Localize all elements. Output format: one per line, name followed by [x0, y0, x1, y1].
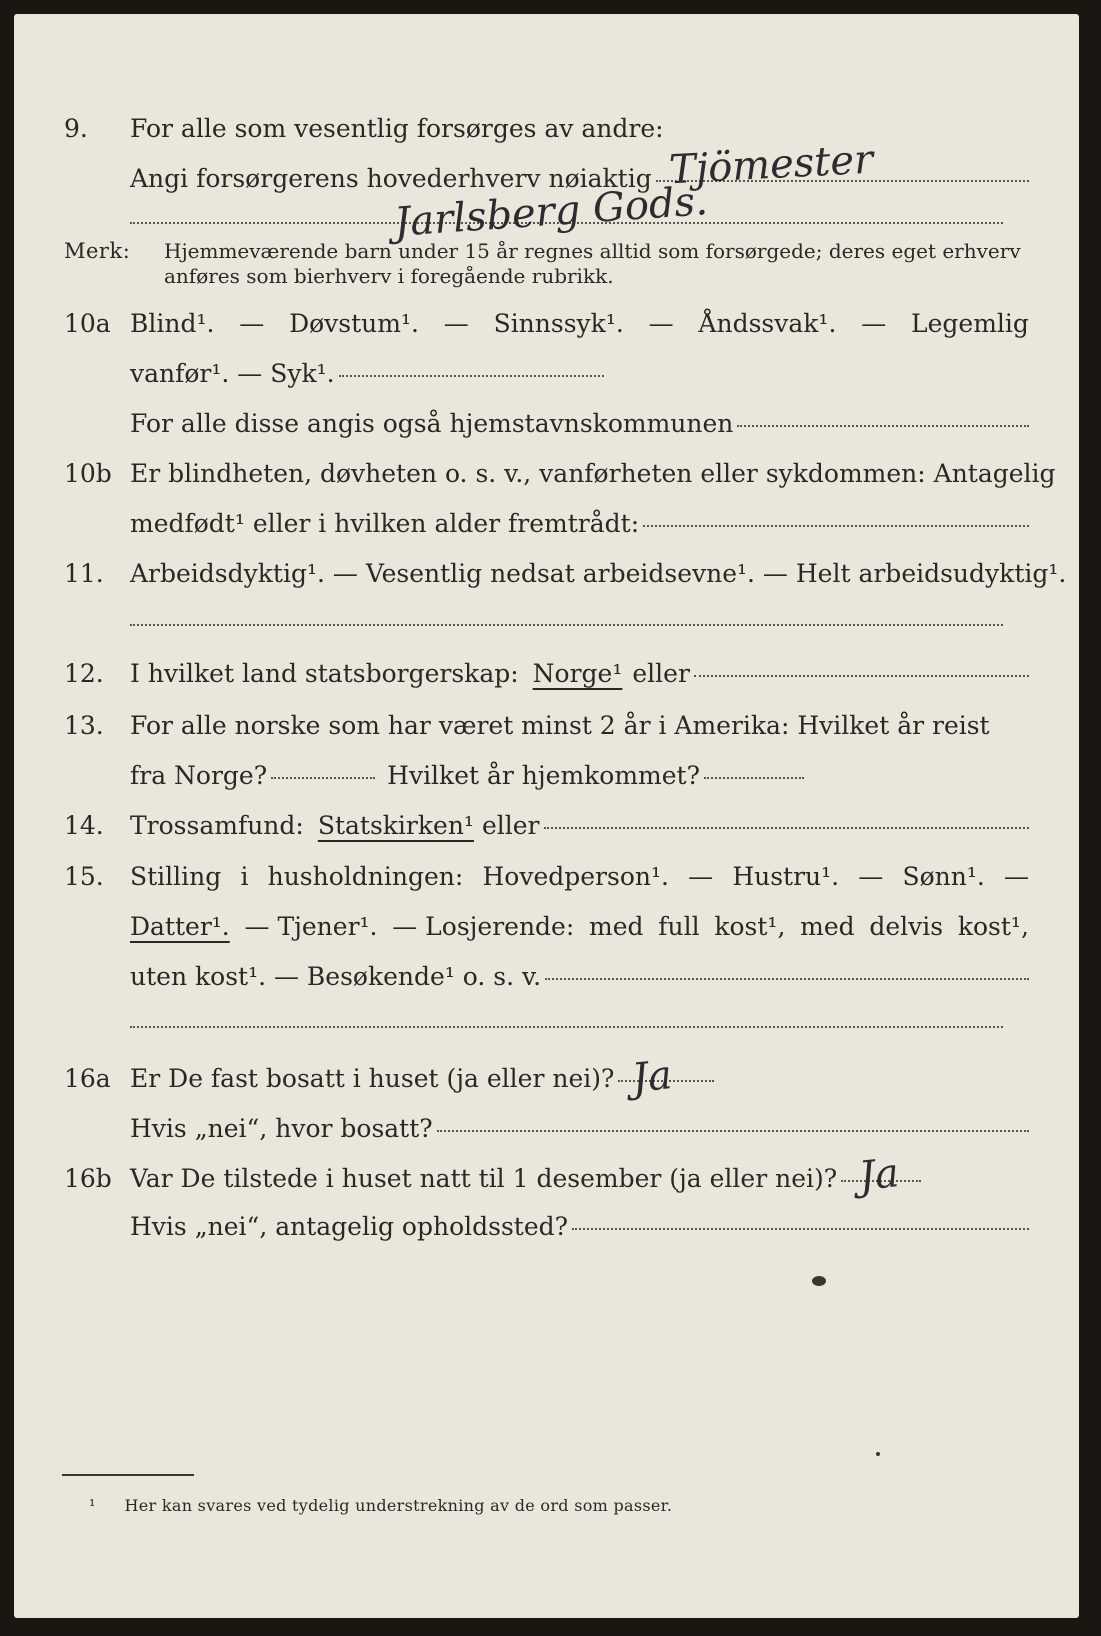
dash: — — [858, 862, 884, 891]
footnote — [89, 1496, 672, 1515]
q10b-text-line2: medfødt¹ eller i hvilken alder fremtrådt: — [130, 509, 640, 538]
q13-reist-field[interactable] — [271, 777, 375, 779]
merk-label: Merk: — [64, 239, 131, 263]
q16a-line2 — [64, 1114, 1029, 1144]
q12-line — [64, 659, 1029, 689]
q9-handwritten-answer-1: Tjömester — [667, 136, 875, 194]
q15-word: i — [240, 862, 249, 891]
merk-text-line2: anføres som bierhverv i foregående rubrikk. — [164, 264, 614, 288]
q13-hjemkommet-field[interactable] — [704, 777, 804, 779]
q16a-line1 — [64, 1064, 1029, 1094]
q10a-option-sinnssyk[interactable]: Sinnssyk¹. — [493, 309, 624, 338]
dash: — — [688, 862, 714, 891]
q15-option-full-kost[interactable]: kost¹, — [714, 912, 786, 941]
merk-text-line1: Hjemmeværende barn under 15 år regnes alltid som forsørgede; deres eget erhverv — [164, 239, 1021, 263]
q12-eller: eller — [632, 659, 690, 688]
dash: — — [648, 309, 674, 338]
q9-text-line1: For alle som vesentlig forsørges av andre: — [130, 114, 664, 143]
q13-text-hjemkommet: Hvilket år hjemkommet? — [387, 761, 701, 790]
footnote-text: Her kan svares ved tydelig understrekning av de ord som passer. — [124, 1496, 673, 1515]
q15-word: Stilling — [130, 862, 222, 891]
q15-extra-line[interactable] — [130, 1026, 1003, 1028]
dash: — — [1004, 862, 1029, 891]
q13-text-line1: For alle norske som har været minst 2 år i Amerika: Hvilket år reist — [130, 711, 990, 740]
q14-text: Trossamfund: — [130, 811, 304, 840]
footnote-rule — [62, 1474, 194, 1476]
q10a-option-dovstum[interactable]: Døvstum¹. — [289, 309, 419, 338]
footnote-mark: ¹ — [89, 1496, 96, 1515]
q15-word: delvis — [869, 912, 944, 941]
q12-text: I hvilket land statsborgerskap: — [130, 659, 519, 688]
q10b-line2 — [64, 509, 1029, 539]
q12-underlined-norge[interactable]: Norge¹ — [532, 659, 623, 688]
q15-option-tjener[interactable]: — Tjener¹. — [244, 912, 378, 941]
q16b-text-line1: Var De tilstede i huset natt til 1 desember (ja eller nei)? — [130, 1164, 838, 1193]
q15-option-losjerende[interactable]: — Losjerende: — [392, 912, 575, 941]
q15-line1 — [64, 862, 1029, 892]
q15-word: husholdningen: — [267, 862, 464, 891]
census-form-page — [14, 14, 1079, 1618]
q15-underlined-datter[interactable]: Datter¹. — [130, 912, 230, 941]
q13-number: 13. — [64, 711, 104, 740]
q15-word: full — [658, 912, 700, 941]
q10a-option-blind[interactable]: Blind¹. — [130, 309, 215, 338]
q15-option-delvis-kost[interactable]: kost¹, — [957, 912, 1029, 941]
q10a-text-line3: For alle disse angis også hjemstavnskommunen — [130, 409, 734, 438]
q16b-number: 16b — [64, 1164, 112, 1193]
q11-number: 11. — [64, 559, 104, 588]
q10a-hjemstavn-field[interactable] — [737, 425, 1029, 427]
q10b-line1 — [64, 459, 1056, 489]
q10a-line1 — [64, 309, 1029, 339]
q12-number: 12. — [64, 659, 104, 688]
q10a-line2 — [64, 359, 1029, 389]
q16b-handwritten-answer: Ja — [856, 1150, 902, 1200]
q15-answer-field[interactable] — [545, 978, 1029, 980]
q14-underlined-statskirken[interactable]: Statskirken¹ — [317, 811, 474, 840]
q14-answer-field[interactable] — [544, 827, 1030, 829]
q10a-number: 10a — [64, 309, 111, 338]
q15-option-hovedperson[interactable]: Hovedperson¹. — [482, 862, 669, 891]
q13-line1 — [64, 711, 1029, 741]
q15-option-hustru[interactable]: Hustru¹. — [732, 862, 840, 891]
q11-line1 — [64, 559, 1067, 589]
q16b-opholdssted-field[interactable] — [572, 1228, 1029, 1230]
ink-speck — [812, 1276, 826, 1286]
ink-speck — [876, 1452, 880, 1456]
q10b-number: 10b — [64, 459, 112, 488]
q12-answer-field[interactable] — [694, 675, 1029, 677]
q16b-line2 — [64, 1212, 1029, 1242]
q11-answer-line[interactable] — [130, 624, 1003, 626]
q9-number: 9. — [64, 114, 88, 143]
q15-text-line3[interactable]: uten kost¹. — Besøkende¹ o. s. v. — [130, 962, 542, 991]
merk-note-line2 — [64, 263, 1029, 289]
q16a-handwritten-answer: Ja — [629, 1052, 675, 1102]
q15-number: 15. — [64, 862, 104, 891]
q14-eller: eller — [481, 811, 540, 840]
q16b-text-line2: Hvis „nei“, antagelig opholdssted? — [130, 1212, 569, 1241]
merk-note — [64, 236, 1029, 266]
q10b-answer-field[interactable] — [643, 525, 1029, 527]
q10a-line3 — [64, 409, 1029, 439]
q10a-option-andssvak[interactable]: Åndssvak¹. — [698, 309, 837, 338]
q10a-text-line2[interactable]: vanfør¹. — Syk¹. — [130, 359, 335, 388]
q16a-bosatt-field[interactable] — [437, 1130, 1029, 1132]
dash: — — [239, 309, 265, 338]
q15-option-sonn[interactable]: Sønn¹. — [902, 862, 985, 891]
q15-word: med — [589, 912, 644, 941]
dash: — — [443, 309, 469, 338]
q16a-text-line1: Er De fast bosatt i huset (ja eller nei)? — [130, 1064, 615, 1093]
q10b-text-line1: Er blindheten, døvheten o. s. v., vanførheten eller sykdommen: Antagelig — [130, 459, 1056, 488]
q10a-syk-field[interactable] — [339, 375, 604, 377]
q10a-option-legemlig[interactable]: Legemlig — [911, 309, 1029, 338]
q16a-text-line2: Hvis „nei“, hvor bosatt? — [130, 1114, 433, 1143]
q9-text-line2: Angi forsørgerens hovederhverv nøiaktig — [130, 164, 652, 193]
q13-line2 — [64, 761, 1029, 791]
q16a-number: 16a — [64, 1064, 111, 1093]
q14-number: 14. — [64, 811, 104, 840]
q15-line3 — [64, 962, 1029, 992]
q9-handwritten-answer-2: Jarlsberg Gods. — [392, 178, 710, 246]
q11-options[interactable]: Arbeidsdyktig¹. — Vesentlig nedsat arbeidsevne¹. — Helt arbeidsudyktig¹. — [130, 559, 1067, 588]
q14-line — [64, 811, 1029, 841]
q9-line1 — [64, 114, 1029, 144]
q13-text-reist: fra Norge? — [130, 761, 268, 790]
q15-word: med — [800, 912, 855, 941]
dash: — — [861, 309, 887, 338]
q15-line2 — [64, 912, 1029, 942]
